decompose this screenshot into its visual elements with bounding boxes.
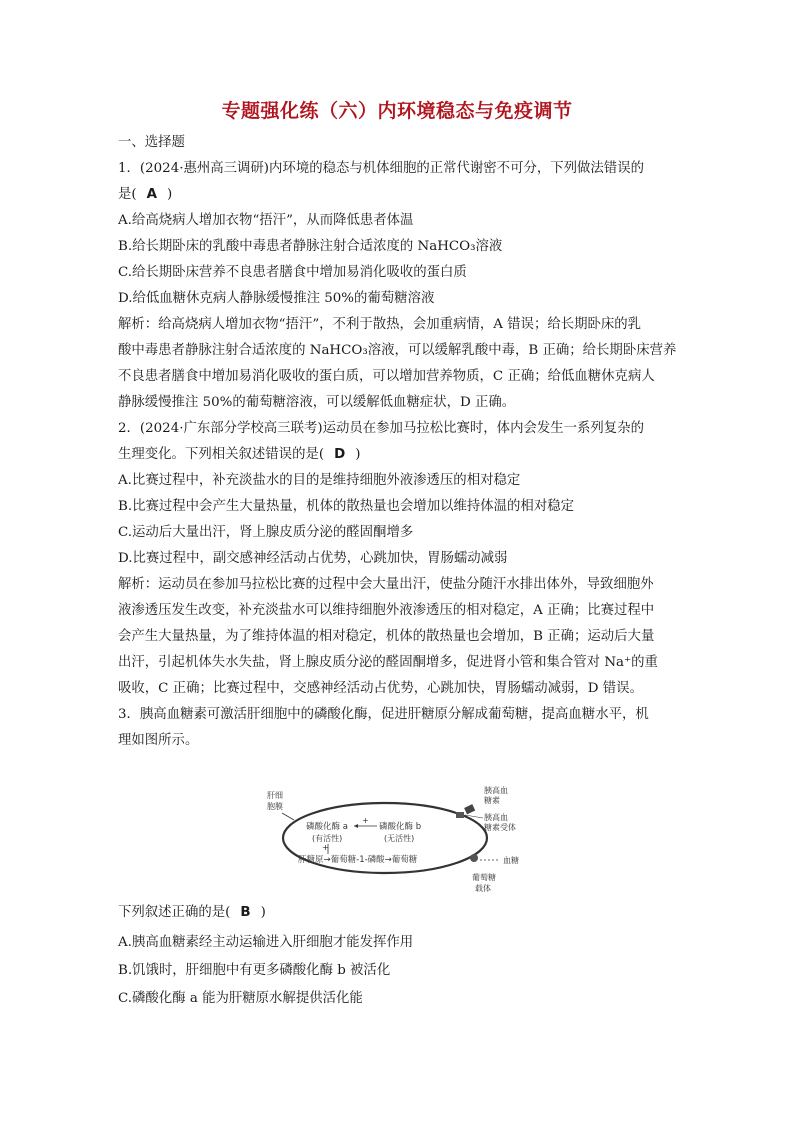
q1-stem-prefix: 是(: [118, 187, 137, 202]
q1-explanation-line-1: 解析：给高烧病人增加衣物“捂汗”，不利于散热，会加重病情，A 错误；给长期卧床的乳: [118, 317, 642, 332]
q1-option-b: B.给长期卧床的乳酸中毒患者静脉注射合适浓度的 NaHCO₃溶液: [118, 239, 503, 254]
q3-answer: B: [240, 905, 251, 920]
plus-sign-2: +: [322, 843, 329, 852]
q3-stem-line-3: [118, 904, 678, 922]
q1-stem-line-1: 1．(2024·惠州高三调研)内环境的稳态与机体细胞的正常代谢密不可分，下列做法错误的: [118, 161, 644, 176]
q3-option-b: B.饥饿时，肝细胞中有更多磷酸化酶 b 被活化: [118, 963, 391, 978]
plus-sign-1: +: [362, 816, 369, 825]
q1-explanation-line-4: 静脉缓慢推注 50%的葡萄糖溶液，可以缓解低血糖症状，D 正确。: [118, 395, 516, 410]
q2-explanation-line-4: 出汗，引起机体失水失盐，肾上腺皮质分泌的醛固酮增多，促进肾小管和集合管对 Na⁺的重: [118, 655, 658, 670]
enzyme-b-label: 磷酸化酶 b: [379, 822, 422, 832]
enzyme-b-state: (无活性): [384, 834, 415, 843]
q2-stem-line-1: 2．(2024·广东部分学校高三联考)运动员在参加马拉松比赛时，体内会发生一系列复杂的: [118, 421, 644, 436]
q1-stem-line-2: [118, 186, 678, 204]
section-heading: 一、选择题: [118, 135, 185, 150]
blood-sugar-label: 血糖: [503, 856, 519, 865]
q1-option-c: C.给长期卧床营养不良患者膳食中增加易消化吸收的蛋白质: [118, 265, 467, 280]
q2-explanation-line-3: 会产生大量热量，为了维持体温的相对稳定，机体的散热量也会增加，B 正确；运动后大量: [118, 629, 655, 644]
carrier-label-2: 载体: [475, 884, 491, 893]
q3-stem-line-1: 3．胰高血糖素可激活肝细胞中的磷酸化酶，促进肝糖原分解成葡萄糖，提高血糖水平，机: [118, 707, 649, 722]
q2-option-c: C.运动后大量出汗，肾上腺皮质分泌的醛固酮增多: [118, 525, 414, 540]
glycogen-pathway: 肝糖原→葡萄糖-1-磷酸→葡萄糖: [298, 855, 418, 865]
label-cell-2: 胞膜: [267, 802, 283, 811]
q1-option-d: D.给低血糖休克病人静脉缓慢推注 50%的葡萄糖溶液: [118, 291, 435, 306]
enzyme-a-state: (有活性): [312, 834, 343, 843]
q1-answer: A: [146, 187, 157, 202]
page-title: 专题强化练（六）内环境稳态与免疫调节: [221, 100, 573, 122]
q1-explanation-line-2: 酸中毒患者静脉注射合适浓度的 NaHCO₃溶液，可以缓解乳酸中毒，B 正确；给长期卧床营养: [118, 343, 677, 358]
q2-answer: D: [334, 447, 346, 462]
q2-stem-prefix: 生理变化。下列相关叙述错误的是(: [118, 447, 325, 462]
q2-option-b: B.比赛过程中会产生大量热量，机体的散热量也会增加以维持体温的相对稳定: [118, 499, 574, 514]
q2-option-a: A.比赛过程中，补充淡盐水的目的是维持细胞外液渗透压的相对稳定: [118, 473, 521, 488]
liver-cell-figure: [262, 782, 537, 894]
q3-option-c: C.磷酸化酶 a 能为肝糖原水解提供活化能: [118, 991, 363, 1006]
receptor-shape: [456, 812, 464, 818]
q3-option-a: A.胰高血糖素经主动运输进入肝细胞才能发挥作用: [118, 935, 414, 950]
q3-stem-line-2: 理如图所示。: [118, 733, 199, 748]
q2-stem-suffix: ): [355, 447, 361, 462]
q2-explanation-line-1: 解析：运动员在参加马拉松比赛的过程中会大量出汗，使盐分随汗水排出体外，导致细胞外: [118, 577, 654, 592]
q1-option-a: A.给高烧病人增加衣物“捂汗”，从而降低患者体温: [118, 213, 414, 228]
enzyme-a-label: 磷酸化酶 a: [306, 822, 348, 832]
q1-stem-suffix: ): [167, 187, 173, 202]
label-receptor-1: 胰高血: [484, 813, 508, 822]
label-glucagon-1: 胰高血: [484, 786, 508, 795]
q3-stem-prefix: 下列叙述正确的是(: [118, 905, 231, 920]
label-glucagon-2: 糖素: [484, 796, 500, 805]
glucose-carrier-shape: [470, 854, 478, 862]
q2-stem-line-2: [118, 446, 678, 464]
q2-option-d: D.比赛过程中，副交感神经活动占优势，心跳加快，胃肠蠕动减弱: [118, 551, 508, 566]
q1-explanation-line-3: 不良患者膳食中增加易消化吸收的蛋白质，可以增加营养物质，C 正确；给低血糖休克病人: [118, 369, 655, 384]
cell-pointer-line: [282, 813, 294, 820]
q2-explanation-line-5: 吸收，C 正确；比赛过程中，交感神经活动占优势，心跳加快，胃肠蠕动减弱，D 错误。: [118, 681, 643, 696]
label-receptor-2: 糖素受体: [484, 823, 516, 832]
carrier-label-1: 葡萄糖: [472, 873, 496, 882]
activation-arrowhead: [354, 824, 358, 828]
q2-explanation-line-2: 液渗透压发生改变，补充淡盐水可以维持细胞外液渗透压的相对稳定，A 正确；比赛过程中: [118, 603, 655, 618]
q3-stem-suffix: ): [260, 905, 266, 920]
label-cell-1: 肝细: [267, 791, 283, 800]
glucagon-shape: [464, 804, 475, 814]
